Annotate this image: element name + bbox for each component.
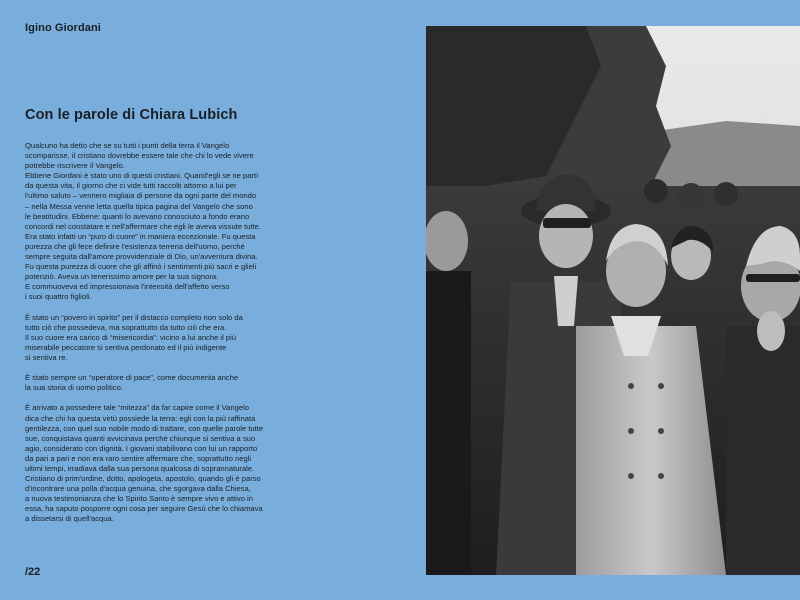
body-line: E commuoveva ed impressionava l'intensità dell'affetto verso <box>25 282 230 292</box>
body-line: i suoi quattro figlioli. <box>25 292 92 302</box>
body-line: miserabile peccatore si sentiva perdonato ed il più indigente <box>25 342 227 352</box>
body-line: da questa vita, il giorno che ci vide tutti raccolti attorno a lui per <box>25 181 237 191</box>
body-line: Il suo cuore era carico di “misericordia”: vicino a lui anche il più <box>25 332 237 342</box>
article-body <box>25 141 290 535</box>
running-head-author: Igino Giordani <box>25 22 101 34</box>
body-line: – nella Messa venne letta quella tipica pagina del Vangelo che sono <box>25 201 253 211</box>
body-line: concordi nel constatare e nell'affermare che egli le aveva vissute tutte. <box>25 221 262 231</box>
body-line: dica che chi ha questa virtù possiede la terra: egli con la più raffinata <box>25 413 256 423</box>
article-title: Con le parole di Chiara Lubich <box>25 107 238 123</box>
body-line: Era stato infatti un “puro di cuore” in maniera eccezionale. Fu questa <box>25 231 256 241</box>
body-paragraph <box>25 373 290 393</box>
body-line: È stato un “povero in spirito” per il distacco completo non solo da <box>25 312 243 322</box>
body-line: scomparisse, il cristiano dovrebbe essere tale che chi lo vede vivere <box>25 151 254 161</box>
page-number: /22 <box>25 566 41 578</box>
black-and-white-photo <box>426 26 800 575</box>
body-line: da pari a pari e non era raro sentire affermare che, soprattutto negli <box>25 453 252 463</box>
body-line: la sua storia di uomo politico. <box>25 383 123 393</box>
body-line: a nuova testimonianza che lo Spirito Santo è sempre vivo e attivo in <box>25 494 253 504</box>
body-line: essa, ha saputo posporre ogni cosa per seguire Gesù che lo chiamava <box>25 504 263 514</box>
body-line: Ebbene Giordani è stato uno di questi cristiani. Quand'egli se ne partì <box>25 171 259 181</box>
body-line: a dissetarsi di quell'acqua. <box>25 514 114 524</box>
body-line: potrebbe riscrivere il Vangelo. <box>25 161 125 171</box>
body-line: gentilezza, con quel suo nobile modo di trattare, con quelle parole tutte <box>25 423 264 433</box>
body-paragraph <box>25 403 290 524</box>
body-line: ultimi tempi, irradiava dalla sua persona qualcosa di soprannaturale. <box>25 464 255 473</box>
body-line: d'incontrare una polla d'acqua genuina, che sgorgava dalla Chiesa, <box>25 484 251 494</box>
body-line: È arrivato a possedere tale “mitezza” da far capire come il Vangelo <box>25 403 249 413</box>
body-line: le beatitudini. Ebbene: quanti lo avevano conosciuto a fondo erano <box>25 211 250 221</box>
body-paragraph <box>25 141 290 303</box>
body-line: Cristiano di prim'ordine, dotto, apologeta, apostolo, quando gli è parso <box>25 474 261 484</box>
body-line: potenziò. Aveva un tenerissimo amore per la sua signora. <box>25 272 219 282</box>
body-line: l'ultimo saluto – vennero migliaia di persone da ogni parte del mondo <box>25 191 257 201</box>
body-line: agio, considerato con dignità. I giovani stabilivano con lui un rapporto <box>25 443 258 453</box>
body-line: tutto ciò che possedeva, ma soprattutto da tutto ciò che era. <box>25 322 227 332</box>
body-line: purezza che gli fece definire l'esistenza terrena dell'uomo, perché <box>25 241 245 251</box>
body-line: Qualcuno ha detto che se su tutti i punti della terra il Vangelo <box>25 141 230 150</box>
body-line: Fu questa purezza di cuore che gli affinò i sentimenti più sacri e glieli <box>25 262 257 272</box>
body-paragraph <box>25 313 290 363</box>
body-line: si sentiva re. <box>25 352 68 362</box>
body-line: sue, conquistava quanti avvicinava perché chiunque si sentiva a suo <box>25 433 256 443</box>
body-line: È stato sempre un “operatore di pace”, come documenta anche <box>25 373 239 383</box>
body-line: sempre seguita dall'amore provvidenziale di Dio, un'avventura divina. <box>25 252 258 262</box>
